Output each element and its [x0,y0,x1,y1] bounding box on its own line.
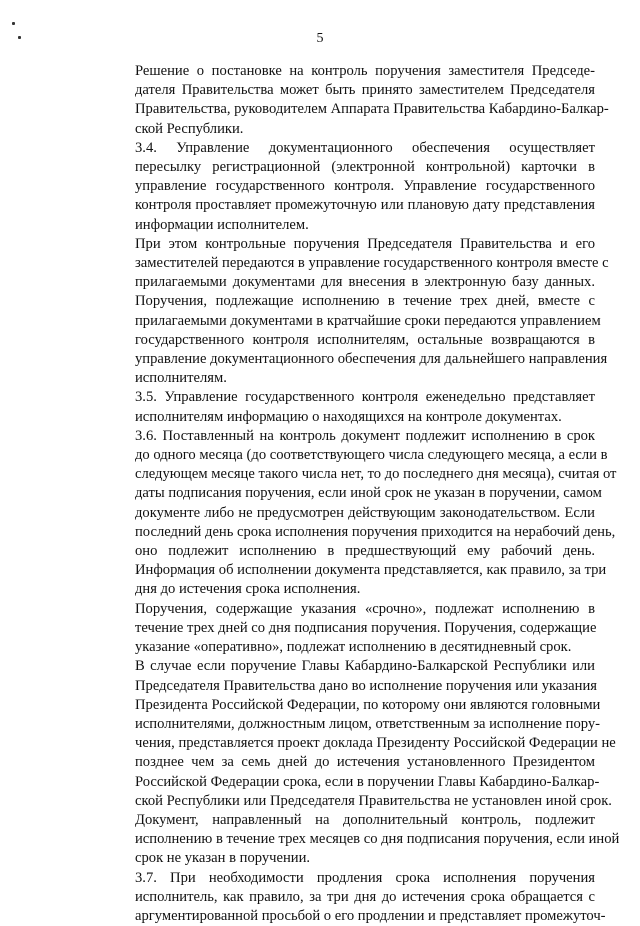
paragraph-line: исполнитель, как правило, за три дня до истечения срока обращается с [135,888,595,905]
paragraph-line: указание «оперативно», подлежат исполнению в десятидневный срок. [135,639,572,656]
paragraph-line: 3.5. Управление государственного контроля еженедельно представляет [135,389,595,406]
paragraph-line: ской Республики или Председателя Правительства не установлен иной срок. [135,792,612,809]
paragraph [92,139,595,235]
paragraph [92,869,606,926]
paragraph-line: При этом контрольные поручения Председателя Правительства и его [135,235,595,252]
paragraph-line: прилагаемыми документами в кратчайшие сроки передаются управлением [135,312,601,329]
paragraph-line: заместителей передаются в управление государственного контроля вместе с [135,255,609,272]
paragraph-line: пересылку регистрационной (электронной контрольной) карточки в [135,159,595,176]
paragraph-line: оно подлежит исполнению в предшествующий ему рабочий день. [135,543,595,560]
paragraph-line: контроля проставляет промежуточную или плановую дату представления [135,197,595,214]
paragraph-line: чения, представляется проект доклада Президенту Российской Федерации не [135,735,616,752]
paragraph-line: Информация об исполнении документа представляется, как правило, за три [135,562,607,579]
paragraph-line: исполнителям. [135,370,227,387]
paragraph-line: государственного контроля исполнителям, остальные возвращаются в [135,331,595,348]
paragraph-line: Поручения, содержащие указания «срочно», подлежат исполнению в [135,600,595,617]
paragraph-line: дня до истечения срока исполнения. [135,581,361,598]
paragraph-line: информации исполнителем. [135,216,309,233]
paragraph-line: управление документационного обеспечения для дальнейшего направления [135,351,608,368]
paragraph-line: 3.7. При необходимости продления срока исполнения поручения [135,869,595,886]
paragraph [92,811,620,869]
paragraph-line: В случае если поручение Главы Кабардино-Балкарской Республики или [135,658,595,675]
paragraph-line: до одного месяца (до соответствующего числа следующего месяца, а если в [135,447,608,464]
paragraph-line: аргументированной просьбой о его продлении и представляет промежуточ- [135,907,606,924]
document-body [92,62,620,926]
paragraph-line: Поручения, подлежащие исполнению в течение трех дней, вместе с [135,293,595,310]
paragraph-line: Документ, направленный на дополнительный контроль, подлежит [135,811,595,828]
paragraph [92,62,609,139]
paragraph-line: прилагаемыми документами для внесения в электронную базу данных. [135,274,595,291]
paragraph-line: Правительства, руководителем Аппарата Правительства Кабардино-Балкар- [135,101,609,118]
paragraph-line: исполнителями, должностным лицом, ответственным за исполнение пору- [135,715,601,732]
paragraph-line: Президента Российской Федерации, по которому они являются головными [135,696,601,713]
paragraph-line: исполнителям информацию о находящихся на контроле документах. [135,408,562,425]
paragraph-line: дателя Правительства может быть принято заместителем Председателя [135,82,595,99]
paragraph-line: позднее чем за семь дней до истечения установленного Президентом [135,754,595,771]
paragraph [92,235,609,389]
page-number: 5 [316,31,324,46]
paragraph-line: течение трех дней со дня подписания поручения. Поручения, содержащие [135,619,597,636]
paragraph-line: ской Республики. [135,120,244,137]
paragraph-line: следующем месяце такого числа нет, то до последнего дня месяца), считая от [135,466,617,483]
paragraph-line: 3.6. Поставленный на контроль документ подлежит исполнению в срок [135,427,595,444]
paragraph-line: управление государственного контроля. Управление государственного [135,178,595,195]
paragraph-line: документе либо не предусмотрен действующим законодательством. Если [135,504,595,521]
paragraph-line: 3.4. Управление документационного обеспечения осуществляет [135,139,595,156]
paragraph [92,388,595,426]
paragraph-line: срок не указан в поручении. [135,850,311,867]
paragraph [92,427,617,600]
paragraph-line: исполнению в течение трех месяцев со дня подписания поручения, если иной [135,831,620,848]
paragraph-line: Председателя Правительства дано во исполнение поручения или указания [135,677,597,694]
paragraph [92,657,616,811]
paragraph-line: Решение о постановке на контроль поручения заместителя Председе- [135,63,595,79]
paragraph [92,600,595,658]
paragraph-line: последний день срока исполнения поручения приходится на нерабочий день, [135,523,616,540]
paragraph-line: Российской Федерации срока, если в поручении Главы Кабардино-Балкар- [135,773,600,790]
scan-artifact-mark [12,22,15,25]
paragraph-line: даты подписания поручения, если иной срок не указан в поручении, самом [135,485,602,502]
